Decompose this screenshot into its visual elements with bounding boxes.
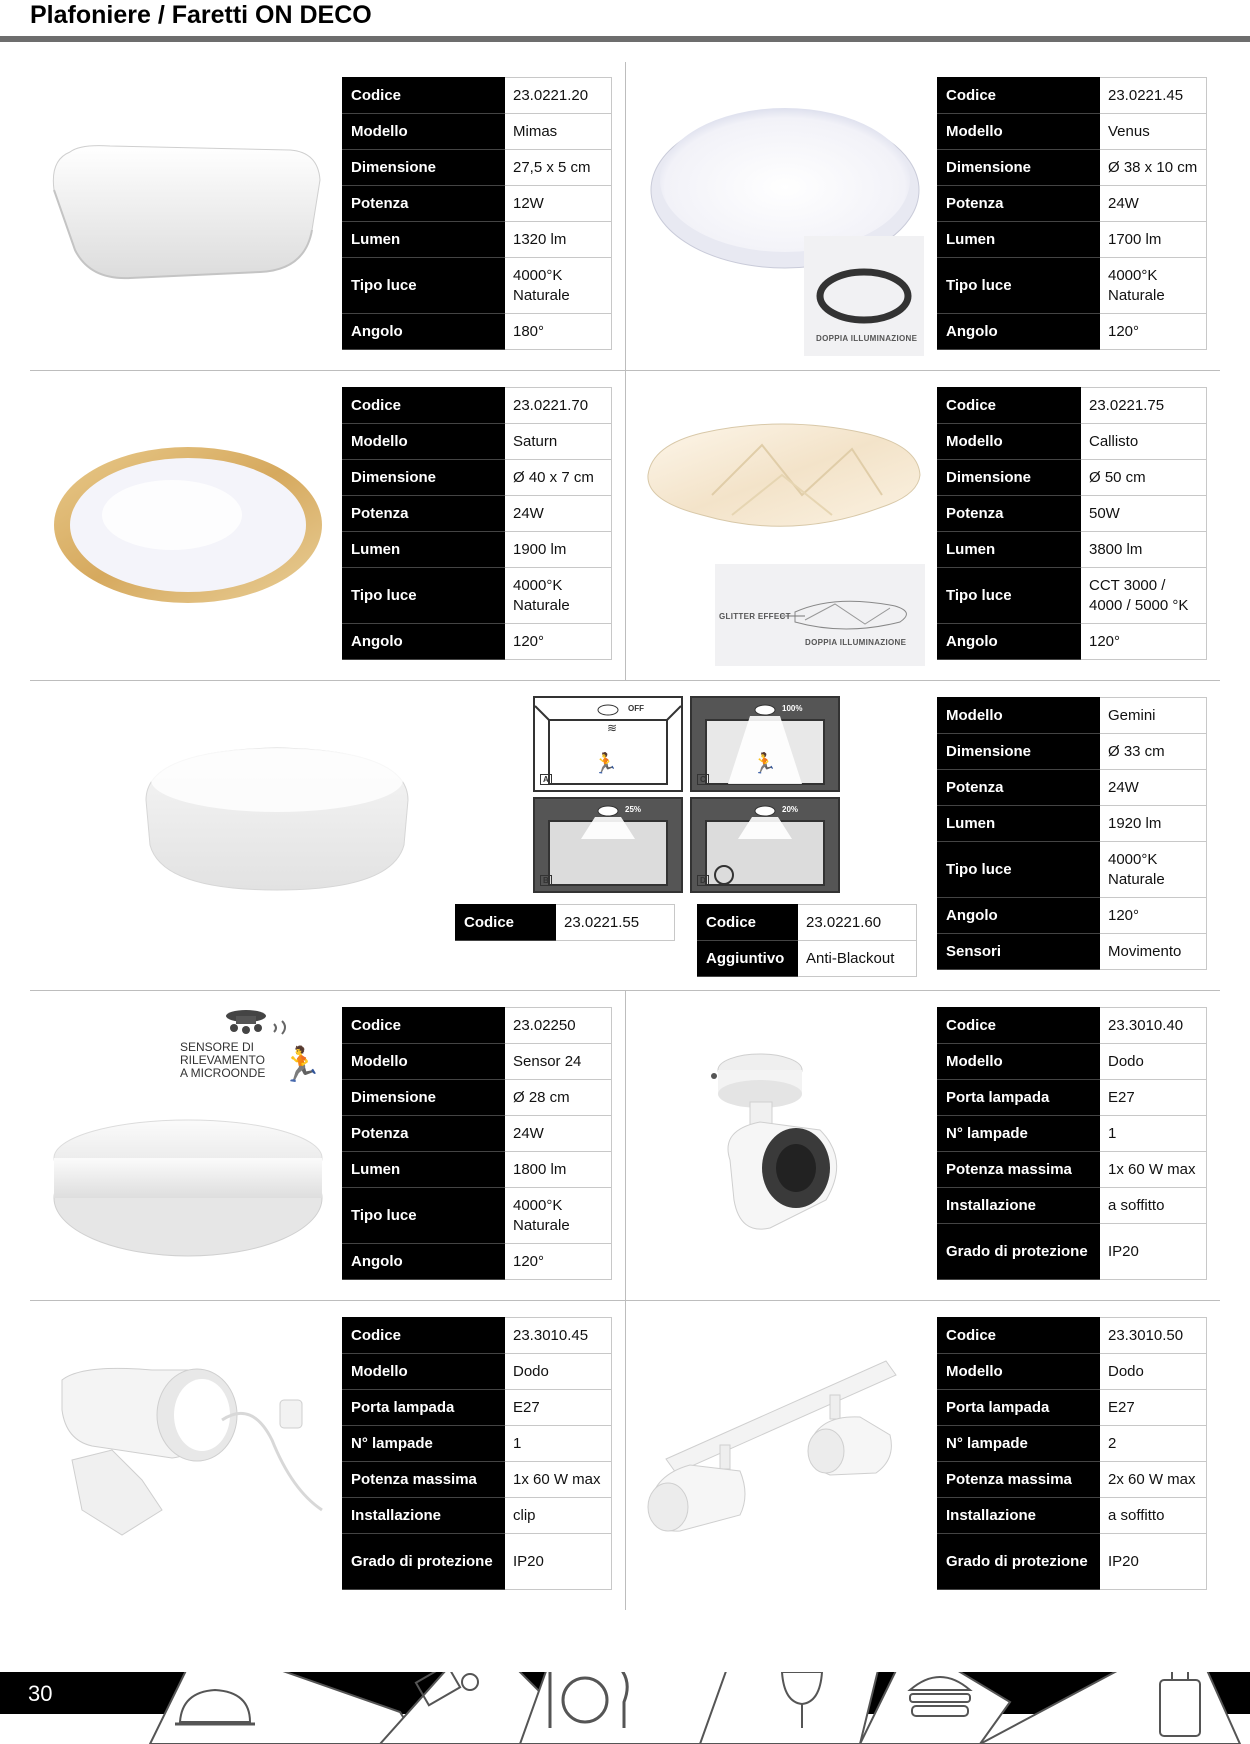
spec-value: 2 <box>1100 1426 1207 1462</box>
callisto-lamp-image <box>642 415 924 545</box>
room-diagram-icon <box>535 698 681 790</box>
spec-key: Codice <box>938 388 1081 424</box>
spec-value: 24W <box>1100 770 1207 806</box>
callisto-effect-inset <box>715 564 925 666</box>
spec-key: Porta lampada <box>938 1390 1100 1426</box>
spec-value: 4000°K Naturale <box>505 1188 612 1244</box>
spec-key: N° lampade <box>343 1426 505 1462</box>
spec-key: Potenza <box>343 496 505 532</box>
row-separator <box>30 680 1220 681</box>
spec-value: Ø 50 cm <box>1081 460 1207 496</box>
mode-letter: D <box>697 875 709 886</box>
spec-key: Dimensione <box>938 734 1100 770</box>
spec-key: Codice <box>698 905 798 941</box>
spec-key: Potenza massima <box>343 1462 505 1498</box>
sensor-caption-line: A MICROONDE <box>180 1066 266 1080</box>
spec-value: 50W <box>1081 496 1207 532</box>
inset-caption: GLITTER EFFECT <box>719 612 791 621</box>
spec-key: Tipo luce <box>938 568 1081 624</box>
spec-value: 1700 lm <box>1100 222 1207 258</box>
spec-value: Ø 28 cm <box>505 1080 612 1116</box>
column-separator <box>625 62 626 680</box>
dodo-ceiling-spot-image <box>700 1050 860 1240</box>
spec-key: Angolo <box>343 1244 505 1280</box>
spec-key: Modello <box>938 424 1081 460</box>
spec-value: 120° <box>1100 898 1207 934</box>
gemini-lamp-image <box>142 740 412 895</box>
spec-key: Potenza massima <box>938 1462 1100 1498</box>
spec-value: 24W <box>505 496 612 532</box>
spec-key: Modello <box>938 1354 1100 1390</box>
title-rule <box>0 36 1250 42</box>
spec-value: E27 <box>1100 1390 1207 1426</box>
room-diagram-icon <box>692 698 838 790</box>
spec-key: Dimensione <box>343 460 505 496</box>
spec-key: Aggiuntivo <box>698 941 798 977</box>
sensor-mode-panel-d <box>690 797 840 893</box>
spec-key: Modello <box>938 114 1100 150</box>
spec-value: 3800 lm <box>1081 532 1207 568</box>
spec-key: Dimensione <box>938 460 1081 496</box>
spec-key: Grado di protezione <box>938 1224 1100 1280</box>
spec-value: IP20 <box>505 1534 612 1590</box>
mode-letter: A <box>540 774 552 785</box>
spec-value: 1x 60 W max <box>505 1462 612 1498</box>
spec-value: 23.02250 <box>505 1008 612 1044</box>
saturn-spec-table <box>342 387 612 660</box>
svg-text:🏃: 🏃 <box>593 753 618 775</box>
spec-key: Codice <box>938 1008 1100 1044</box>
spec-value: 27,5 x 5 cm <box>505 150 612 186</box>
spec-key: Angolo <box>343 314 505 350</box>
spec-value: Venus <box>1100 114 1207 150</box>
column-separator <box>625 990 626 1610</box>
spec-value: 23.0221.45 <box>1100 78 1207 114</box>
spec-value: 23.0221.20 <box>505 78 612 114</box>
spec-value: Anti-Blackout <box>798 941 917 977</box>
gemini-spec-table <box>937 697 1207 970</box>
spec-value: 180° <box>505 314 612 350</box>
spec-key: Potenza <box>938 770 1100 806</box>
spec-key: Lumen <box>343 1152 505 1188</box>
spec-key: Lumen <box>938 532 1081 568</box>
mode-level: 100% <box>782 704 803 713</box>
mode-level: OFF <box>628 704 644 713</box>
spec-value: 23.3010.40 <box>1100 1008 1207 1044</box>
spec-value: 23.3010.50 <box>1100 1318 1207 1354</box>
spec-value: 1 <box>1100 1116 1207 1152</box>
spec-value: E27 <box>505 1390 612 1426</box>
venus-double-light-inset <box>804 236 924 356</box>
spec-key: Modello <box>343 114 505 150</box>
spec-value: IP20 <box>1100 1534 1207 1590</box>
page-number: 30 <box>28 1681 53 1706</box>
mimas-lamp-image <box>50 140 325 290</box>
dodo2-spec-table <box>342 1317 612 1590</box>
svg-text:🏃: 🏃 <box>280 1046 323 1084</box>
spec-value: 1800 lm <box>505 1152 612 1188</box>
spec-value: 4000°K Naturale <box>1100 258 1207 314</box>
spec-value: CCT 3000 / 4000 / 5000 °K <box>1081 568 1207 624</box>
spec-key: Codice <box>456 905 556 941</box>
spec-key: Codice <box>343 1318 505 1354</box>
spec-key: Installazione <box>938 1498 1100 1534</box>
sensor24-lamp-image <box>52 1118 324 1258</box>
spec-key: Grado di protezione <box>343 1534 505 1590</box>
spec-key: Tipo luce <box>938 842 1100 898</box>
spec-value: Movimento <box>1100 934 1207 970</box>
spec-key: Installazione <box>343 1498 505 1534</box>
spec-key: Dimensione <box>343 1080 505 1116</box>
spec-key: Installazione <box>938 1188 1100 1224</box>
spec-value: 1 <box>505 1426 612 1462</box>
spec-key: Potenza <box>938 496 1081 532</box>
spec-key: Codice <box>343 78 505 114</box>
mode-letter: B <box>540 875 552 886</box>
spec-key: Lumen <box>938 222 1100 258</box>
spec-value: E27 <box>1100 1080 1207 1116</box>
saturn-lamp-image <box>52 445 324 605</box>
sensor-caption-line: SENSORE DI <box>180 1040 255 1054</box>
spec-value: 2x 60 W max <box>1100 1462 1207 1498</box>
dodo1-spec-table <box>937 1007 1207 1280</box>
spec-key: Modello <box>938 698 1100 734</box>
spec-value: Ø 38 x 10 cm <box>1100 150 1207 186</box>
sensor-mode-panel-b <box>533 797 683 893</box>
spec-key: Modello <box>938 1044 1100 1080</box>
spec-value: Ø 33 cm <box>1100 734 1207 770</box>
spec-key: Dimensione <box>343 150 505 186</box>
mode-level: 20% <box>782 805 799 814</box>
spec-value: Gemini <box>1100 698 1207 734</box>
spec-key: Codice <box>343 1008 505 1044</box>
spec-key: Sensori <box>938 934 1100 970</box>
spec-value: 23.0221.55 <box>556 905 675 941</box>
spec-value: 4000°K Naturale <box>505 568 612 624</box>
callisto-spec-table <box>937 387 1207 660</box>
spec-key: Codice <box>938 1318 1100 1354</box>
spec-key: Lumen <box>938 806 1100 842</box>
spec-value: 1900 lm <box>505 532 612 568</box>
spec-value: Saturn <box>505 424 612 460</box>
spec-key: Porta lampada <box>343 1390 505 1426</box>
spec-value: 120° <box>505 624 612 660</box>
spec-key: Modello <box>343 424 505 460</box>
spec-value: 120° <box>1081 624 1207 660</box>
dodo-clip-lamp-image <box>52 1360 327 1550</box>
spec-key: Angolo <box>343 624 505 660</box>
spec-value: 24W <box>1100 186 1207 222</box>
room-diagram-icon <box>535 799 681 891</box>
spec-key: Angolo <box>938 314 1100 350</box>
venus-spec-table <box>937 77 1207 350</box>
inset-caption: DOPPIA ILLUMINAZIONE <box>816 334 918 343</box>
inset-caption: DOPPIA ILLUMINAZIONE <box>805 638 907 647</box>
mode-level: 25% <box>625 805 642 814</box>
spec-value: Dodo <box>505 1354 612 1390</box>
spec-value: 23.0221.75 <box>1081 388 1207 424</box>
spec-key: Potenza massima <box>938 1152 1100 1188</box>
footer-bar <box>0 1672 1250 1744</box>
spec-value: 23.0221.60 <box>798 905 917 941</box>
spec-key: Potenza <box>343 186 505 222</box>
svg-text:🏃: 🏃 <box>752 753 777 775</box>
spec-key: Modello <box>343 1044 505 1080</box>
spec-key: Potenza <box>343 1116 505 1152</box>
gemini-code-a-table <box>455 904 675 941</box>
dodo3-spec-table <box>937 1317 1207 1590</box>
spec-value: 120° <box>1100 314 1207 350</box>
spec-value: Mimas <box>505 114 612 150</box>
spec-key: N° lampade <box>938 1116 1100 1152</box>
mimas-spec-table <box>342 77 612 350</box>
spec-value: clip <box>505 1498 612 1534</box>
spec-value: Dodo <box>1100 1354 1207 1390</box>
spec-value: 23.3010.45 <box>505 1318 612 1354</box>
spec-key: Dimensione <box>938 150 1100 186</box>
mode-letter: C <box>697 774 709 785</box>
sensor-mode-panel-c <box>690 696 840 792</box>
spec-key: Angolo <box>938 624 1081 660</box>
spec-key: Tipo luce <box>343 1188 505 1244</box>
spec-value: 1x 60 W max <box>1100 1152 1207 1188</box>
spec-key: Porta lampada <box>938 1080 1100 1116</box>
spec-value: 1920 lm <box>1100 806 1207 842</box>
spec-key: Grado di protezione <box>938 1534 1100 1590</box>
spec-value: 1320 lm <box>505 222 612 258</box>
footer-wine-glass-icon <box>700 1672 880 1744</box>
spec-key: Tipo luce <box>938 258 1100 314</box>
spec-value: Dodo <box>1100 1044 1207 1080</box>
spec-value: IP20 <box>1100 1224 1207 1280</box>
spec-key: Tipo luce <box>343 258 505 314</box>
spec-value: Callisto <box>1081 424 1207 460</box>
spec-value: 24W <box>505 1116 612 1152</box>
spec-value: 23.0221.70 <box>505 388 612 424</box>
sensor-mode-panel-a <box>533 696 683 792</box>
spec-value: 4000°K Naturale <box>505 258 612 314</box>
gemini-code-b-table <box>697 904 917 977</box>
spec-value: Sensor 24 <box>505 1044 612 1080</box>
spec-value: Ø 40 x 7 cm <box>505 460 612 496</box>
spec-value: a soffitto <box>1100 1188 1207 1224</box>
spec-key: Lumen <box>343 532 505 568</box>
spec-value: 120° <box>505 1244 612 1280</box>
sensor-caption <box>180 1041 265 1080</box>
sensor24-spec-table <box>342 1007 612 1280</box>
spec-key: Codice <box>343 388 505 424</box>
spec-key: Codice <box>938 78 1100 114</box>
svg-text:≋: ≋ <box>607 721 618 735</box>
spec-key: Potenza <box>938 186 1100 222</box>
spec-value: 4000°K Naturale <box>1100 842 1207 898</box>
page-title: Plafoniere / Faretti ON DECO <box>30 1 372 29</box>
spec-key: Modello <box>343 1354 505 1390</box>
room-diagram-icon <box>692 799 838 891</box>
spec-value: 12W <box>505 186 612 222</box>
spec-key: Tipo luce <box>343 568 505 624</box>
dodo-bar-spot-image <box>640 1355 900 1540</box>
sensor-caption-line: RILEVAMENTO <box>180 1053 265 1067</box>
spec-key: N° lampade <box>938 1426 1100 1462</box>
spec-key: Angolo <box>938 898 1100 934</box>
spec-value: a soffitto <box>1100 1498 1207 1534</box>
spec-key: Lumen <box>343 222 505 258</box>
